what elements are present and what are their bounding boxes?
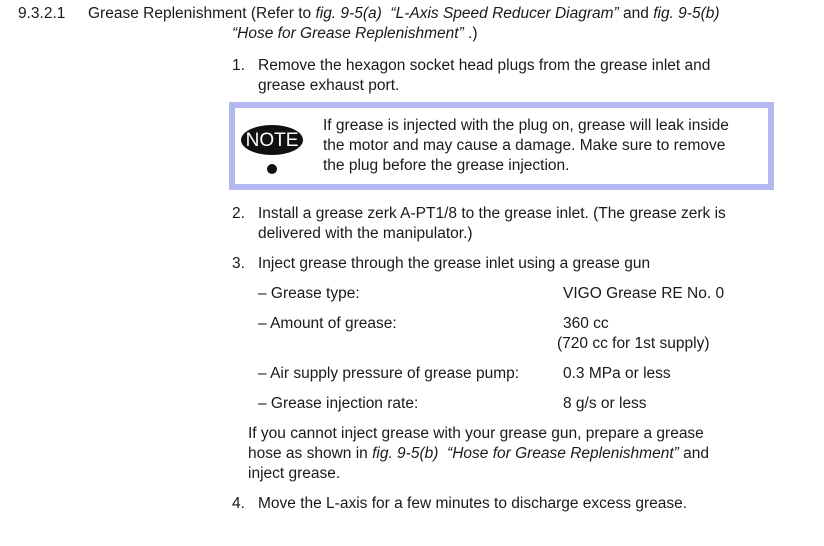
spec-grease-type-value: VIGO Grease RE No. 0 (563, 285, 725, 302)
spec-injection-rate-label: – Grease injection rate: (258, 395, 419, 412)
spec-air-pressure-label: – Air supply pressure of grease pump: (258, 365, 520, 382)
note-line-1: If grease is injected with the plug on, grease will leak inside (323, 117, 729, 134)
spec-amount-extra: (720 cc for 1st supply) (557, 335, 710, 352)
section-number: 9.3.2.1 (18, 5, 66, 22)
section-title-suffix: .) (463, 25, 478, 42)
hose-fig-b-title: “Hose for Grease Replenishment” (447, 445, 679, 462)
fig-b-title: “Hose for Grease Replenishment” (232, 25, 464, 42)
step-1-number: 1. (232, 57, 245, 74)
section-title-prefix: Grease Replenishment (Refer to (88, 5, 316, 22)
note-line-3: the plug before the grease injection. (323, 157, 570, 174)
step-2-text-line2: delivered with the manipulator.) (258, 225, 473, 242)
note-line-2: the motor and may cause a damage. Make sure to remove (323, 137, 726, 154)
note-icon (240, 124, 308, 176)
step-1-text-line1: Remove the hexagon socket head plugs from the grease inlet and (258, 57, 711, 74)
hose-paragraph-line3: inject grease. (248, 465, 341, 482)
fig-b-reference[interactable]: fig. 9-5(b) (653, 5, 720, 22)
fig-a-title: “L-Axis Speed Reducer Diagram” (390, 5, 619, 22)
note-icon-label: NOTE (245, 130, 299, 151)
step-4-text-line1: Move the L-axis for a few minutes to discharge excess grease. (258, 495, 688, 512)
hose-fig-b-reference[interactable]: fig. 9-5(b) (372, 445, 439, 462)
step-3-number: 3. (232, 255, 245, 272)
step-2-number: 2. (232, 205, 245, 222)
step-4-number: 4. (232, 495, 245, 512)
spec-injection-rate-value: 8 g/s or less (563, 395, 647, 412)
section-title (88, 4, 720, 24)
spec-amount-value: 360 cc (563, 315, 609, 332)
section-title-and: and (618, 5, 654, 22)
note-text (323, 116, 768, 176)
hose-paragraph-suffix: and (678, 445, 709, 462)
fig-a-reference[interactable]: fig. 9-5(a) (315, 5, 382, 22)
step-1-text-line2: grease exhaust port. (258, 77, 400, 94)
step-2-text-line1: Install a grease zerk A-PT1/8 to the grease inlet. (The grease zerk is (258, 205, 726, 222)
hose-paragraph-prefix: hose as shown in (248, 445, 373, 462)
spec-air-pressure-value: 0.3 MPa or less (563, 365, 671, 382)
hose-paragraph-line2 (248, 444, 709, 464)
hose-paragraph-line1: If you cannot inject grease with your grease gun, prepare a grease (248, 425, 704, 442)
step-3-text-line1: Inject grease through the grease inlet using a grease gun (258, 255, 651, 272)
spec-grease-type-label: – Grease type: (258, 285, 360, 302)
section-title-line2 (232, 24, 478, 44)
spec-amount-label: – Amount of grease: (258, 315, 397, 332)
